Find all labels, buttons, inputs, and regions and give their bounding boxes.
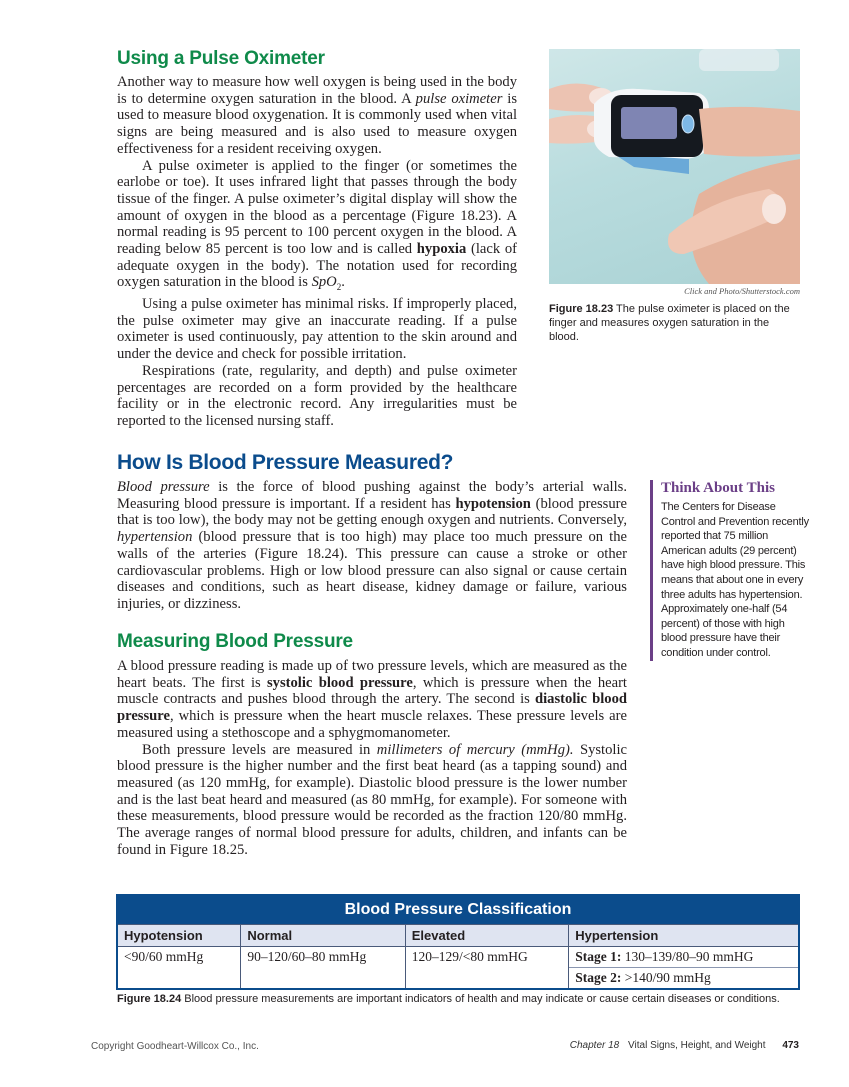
blood-pressure-intro-body: [117, 479, 627, 613]
term-diastolic: diastolic blood pressure: [117, 691, 627, 725]
figure-label: Figure 18.23: [549, 303, 614, 315]
figure-label: Figure 18.24: [117, 993, 182, 1005]
section-measuring-blood-pressure: [117, 631, 627, 858]
column-header: Hypotension: [117, 925, 241, 947]
table-cell: 120–129/<80 mmHG: [405, 947, 568, 990]
column-header: Elevated: [405, 925, 568, 947]
blood-pressure-table-container: [116, 894, 800, 990]
think-about-this-sidebar: [650, 480, 811, 661]
heading-measuring-blood-pressure: Measuring Blood Pressure: [117, 631, 353, 652]
column-header: Normal: [241, 925, 405, 947]
pulse-oximeter-illustration: [549, 49, 800, 284]
table-cell: 90–120/60–80 mmHg: [241, 947, 405, 990]
pulse-oximeter-body: [117, 74, 517, 430]
paragraph: Using a pulse oximeter has minimal risks. If improperly placed, the pulse oximeter may give an inaccurate reading. If a pulse oximeter is used continuously, pay attention to the skin around and under the device and check for possible irritation.: [117, 296, 517, 363]
heading-using-pulse-oximeter: Using a Pulse Oximeter: [117, 48, 325, 69]
paragraph: Blood pressure is the force of blood pushing against the body’s arterial walls. Measuring blood pressure is important. If a resident has hypotension (blood pressure that is too low), the body may not be getting enough oxygen and nutrients. Conversely, hypertension (blood pressure that is too high) may place too much pressure on the walls of the arteries (Figure 18.24). This pressure can cause a stroke or other cardiovascular problems. High or low blood pressure can also signal or cause certain diseases and conditions, such as heart disease, kidney damage or failure, various injuries, or dizziness.: [117, 479, 627, 612]
section-how-blood-pressure-measured: [117, 451, 627, 613]
sidebar-title: Think About This: [661, 480, 775, 496]
pulse-oximeter-photo: [549, 49, 800, 284]
paragraph: A pulse oximeter is applied to the finger (or sometimes the earlobe or toe). It uses infrared light that passes through the body tissue of the finger. A pulse oximeter’s digital display will show the amount of oxygen in the blood as a percentage (Figure 18.23). A normal reading is 95 percent to 100 percent oxygen in the blood. A reading below 85 percent is too low and is called hypoxia (lack of adequate oxygen in the body). The notation used for recording oxygen saturation in the blood is SpO$_2$.: [117, 157, 517, 293]
chapter-title: Vital Signs, Height, and Weight: [628, 1040, 766, 1051]
figure-18-23-caption: Figure 18.23 The pulse oximeter is placed on the finger and measures oxygen saturation in the blood.: [549, 303, 790, 343]
running-footer: [570, 1040, 799, 1051]
figure-18-24-caption: Figure 18.24 Blood pressure measurements are important indicators of health and may indicate or cause certain diseases or conditions.: [117, 993, 780, 1005]
paragraph: Another way to measure how well oxygen is being used in the body is to determine oxygen saturation in the blood. A pulse oximeter is used to measure blood oxygenation. It is commonly used when vital signs are being measured and is also used to measure oxygen effectiveness for a resident receiving oxygen.: [117, 74, 517, 157]
table-cell-stage-1: Stage 1: 130–139/80–90 mmHG: [569, 947, 799, 968]
table-row: [117, 947, 799, 968]
term-pulse-oximeter: pulse oximeter: [415, 90, 503, 107]
heading-how-is-blood-pressure-measured: How Is Blood Pressure Measured?: [117, 451, 454, 474]
blood-pressure-classification-table: [116, 894, 800, 990]
paragraph: Both pressure levels are measured in millimeters of mercury (mmHg). Systolic blood pressure is the higher number and the first beat heard (as a tapping sound) and measured (as 120 mmHg, for example). Diastolic blood pressure is the lower number and is the last beat heard and measured (as 80 mmHg, for example). For someone with these measurements, blood pressure would be recorded as the fraction 120/80 mmHg. The average ranges of normal blood pressure for adults, children, and infants can be found in Figure 18.25.: [117, 741, 627, 858]
page-number: 473: [782, 1040, 799, 1051]
term-hypoxia: hypoxia: [416, 241, 467, 258]
copyright-notice: Copyright Goodheart-Willcox Co., Inc.: [91, 1041, 259, 1052]
term-hypotension: hypotension: [455, 495, 531, 512]
photo-credit: Click and Photo/Shutterstock.com: [684, 286, 800, 296]
measuring-blood-pressure-body: [117, 658, 627, 858]
sidebar-text: The Centers for Disease Control and Prevention recently reported that 75 million American adults (29 percent) have high blood pressure. This means that about one in every three adults has hypertension. Approximately one-half (54 percent) of those with high blood pressure have their condition under control.: [661, 501, 809, 659]
term-systolic: systolic blood pressure: [267, 674, 413, 691]
table-title: Blood Pressure Classification: [117, 895, 799, 925]
section-pulse-oximeter: [117, 48, 517, 430]
table-cell-stage-2: Stage 2: >140/90 mmHg: [569, 968, 799, 990]
column-header: Hypertension: [569, 925, 799, 947]
chapter-label: Chapter 18: [569, 1040, 620, 1051]
paragraph: Respirations (rate, regularity, and depth) and pulse oximeter percentages are recorded on a form provided by the healthcare facility or in the electronic record. Any irregularities must be reported to the licensed nursing staff.: [117, 362, 517, 429]
table-cell: <90/60 mmHg: [117, 947, 241, 990]
paragraph: A blood pressure reading is made up of two pressure levels, which are measured as the heart beats. The first is systolic blood pressure, which is pressure when the heart muscle contracts and pushes blood through the artery. The second is diastolic blood pressure, which is pressure when the heart muscle relaxes. These pressure levels are measured using a stethoscope and a sphygmomanometer.: [117, 658, 627, 741]
